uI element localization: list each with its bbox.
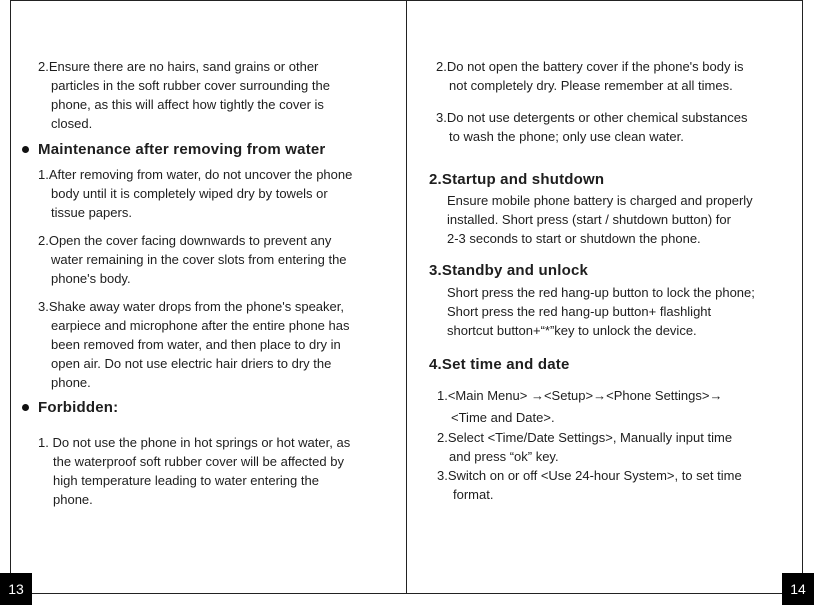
text-line: been removed from water, and then place to dry in (51, 337, 341, 352)
text-line: open air. Do not use electric hair driers to dry the (51, 356, 332, 371)
text-line: phone. (53, 492, 93, 507)
text-line: body until it is completely wiped dry by towels or (51, 186, 328, 201)
maintenance-item-1 (38, 165, 352, 222)
bullet-icon (22, 404, 29, 411)
heading-maintenance: Maintenance after removing from water (38, 141, 326, 158)
text-line: closed. (51, 116, 93, 131)
item-2-ensure-no-hairs (38, 57, 330, 133)
text-line: to wash the phone; only use clean water. (449, 129, 684, 144)
text-line: 2.Select <Time/Date Settings>, Manually input time (437, 430, 733, 445)
rule-2-battery-cover (436, 57, 743, 95)
standby-body (447, 283, 755, 340)
text-line: 2-3 seconds to start or shutdown the phone. (447, 231, 701, 246)
text-line: Short press the red hang-up button to lock the phone; (447, 285, 755, 300)
text-line: 2.Open the cover facing downwards to prevent any (38, 233, 332, 248)
text-line: <Time and Date>. (451, 410, 555, 425)
heading-forbidden: Forbidden: (38, 399, 119, 416)
text-line: 3.Switch on or off <Use 24-hour System>, to set time (437, 468, 742, 483)
text-line: phone. (51, 375, 91, 390)
text-line: 1.After removing from water, do not uncover the phone (38, 167, 353, 182)
text-line: tissue papers. (51, 205, 132, 220)
maintenance-item-2 (38, 231, 347, 288)
text-line: Short press the red hang-up button+ flashlight (447, 304, 712, 319)
text-line: format. (453, 487, 494, 502)
time-step-3 (437, 466, 742, 504)
text-line: high temperature leading to water entering the (53, 473, 319, 488)
text-line: 1.<Main Menu> →<Setup>→<Phone Settings>→ (437, 388, 723, 403)
text-line: 3.Do not use detergents or other chemical substances (436, 110, 748, 125)
text-line: phone, as this will affect how tightly the cover is (51, 97, 324, 112)
text-line: installed. Short press (start / shutdown button) for (447, 212, 731, 227)
text-line: not completely dry. Please remember at all times. (449, 78, 733, 93)
text-line: and press “ok” key. (449, 449, 559, 464)
text-line: 2.Do not open the battery cover if the phone's body is (436, 59, 744, 74)
maintenance-item-3 (38, 297, 349, 392)
heading-standby: 3.Standby and unlock (429, 262, 589, 279)
text-line: phone's body. (51, 271, 131, 286)
forbidden-item-1 (38, 433, 350, 509)
text-line: 3.Shake away water drops from the phone's speaker, (38, 299, 344, 314)
text-line: 2.Ensure there are no hairs, sand grains or other (38, 59, 319, 74)
text-line: water remaining in the cover slots from entering the (51, 252, 347, 267)
text-line: shortcut button+“*”key to unlock the device. (447, 323, 697, 338)
text-line: the waterproof soft rubber cover will be affected by (53, 454, 344, 469)
text-line: Ensure mobile phone battery is charged and properly (447, 193, 753, 208)
text-line: particles in the soft rubber cover surrounding the (51, 78, 330, 93)
page-number-right: 14 (782, 573, 814, 605)
bullet-icon (22, 146, 29, 153)
time-step-2 (437, 428, 732, 466)
rule-3-detergents (436, 108, 747, 146)
heading-time-date: 4.Set time and date (429, 356, 570, 373)
startup-body (447, 191, 753, 248)
page-number-left: 13 (0, 573, 32, 605)
heading-startup: 2.Startup and shutdown (429, 171, 605, 188)
text-line: earpiece and microphone after the entire phone has (51, 318, 350, 333)
text-line: 1. Do not use the phone in hot springs or hot water, as (38, 435, 351, 450)
time-step-1 (437, 386, 722, 427)
